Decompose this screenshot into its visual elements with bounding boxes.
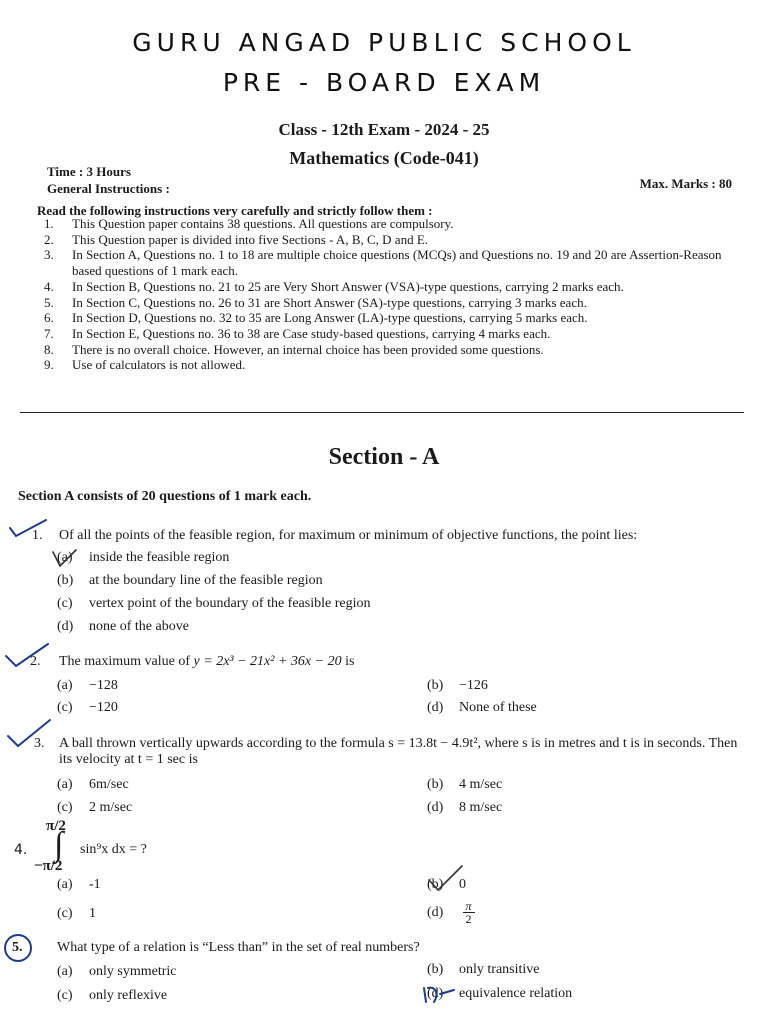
- instruction-item: [44, 326, 744, 342]
- option-text: 8 m/sec: [459, 800, 503, 815]
- general-instructions-label: General Instructions :: [47, 181, 170, 196]
- integrand: sin⁹x dx = ?: [80, 842, 147, 857]
- option-label: (c): [57, 700, 73, 715]
- option-label: (d): [57, 619, 74, 634]
- option-c: [57, 906, 96, 922]
- option-text: at the boundary line of the feasible region: [89, 573, 323, 588]
- option-b: [427, 777, 502, 793]
- instruction-number: 9.: [44, 357, 54, 373]
- max-marks-label: Max. Marks : 80: [639, 176, 732, 191]
- instruction-number: 1.: [44, 216, 54, 231]
- option-label: (d): [427, 904, 444, 920]
- option-text: 6m/sec: [89, 777, 129, 792]
- option-c: [57, 800, 132, 816]
- instruction-text: In Section E, Questions no. 36 to 38 are Case study-based questions, carrying 4 marks each.: [72, 325, 551, 341]
- option-text: None of these: [459, 700, 537, 715]
- instruction-text: This Question paper contains 38 questions. All questions are compulsory.: [72, 216, 454, 231]
- option-text: -1: [89, 877, 101, 892]
- fraction-pi-over-2: [463, 900, 475, 925]
- read-instructions-label: Read the following instructions very carefully and strictly follow them :: [37, 203, 433, 218]
- option-label: (d): [427, 800, 444, 815]
- check-mark-icon: [6, 516, 50, 540]
- option-label: (d): [427, 986, 444, 1001]
- option-label: (d): [427, 700, 444, 715]
- option-a: [57, 777, 129, 793]
- integral-lower-limit: −π/2: [34, 858, 63, 874]
- option-d: [427, 800, 502, 816]
- check-mark-icon: [4, 716, 54, 750]
- instruction-text: This Question paper is divided into five Sections - A, B, C, D and E.: [72, 231, 429, 247]
- instruction-item: [44, 216, 744, 232]
- instruction-text: In Section B, Questions no. 21 to 25 are Very Short Answer (VSA)-type questions, carrying 2 marks each.: [72, 278, 624, 294]
- question-math: y = 2x³ − 21x² + 36x − 20: [193, 654, 342, 669]
- option-text: 0: [459, 877, 466, 892]
- option-c: [57, 988, 167, 1004]
- option-text: only symmetric: [89, 964, 177, 979]
- option-d: [57, 619, 189, 635]
- option-label: (a): [57, 877, 73, 892]
- option-label: (c): [57, 988, 73, 1003]
- instruction-item: [44, 310, 744, 326]
- option-label: (a): [57, 777, 73, 792]
- instruction-item: [44, 232, 744, 248]
- instruction-number: 7.: [44, 325, 54, 341]
- instruction-number: 2.: [44, 231, 54, 247]
- answer-scribble-icon: [50, 548, 80, 570]
- question-text: A ball thrown vertically upwards according to the formula s = 13.8t − 4.9t², where s is in metres and t is in seconds. Then its velocity at t = 1 sec is: [59, 736, 738, 767]
- instruction-item: [44, 247, 744, 278]
- option-label: (a): [57, 550, 73, 565]
- option-text: only transitive: [459, 962, 540, 977]
- instruction-text: Use of calculators is not allowed.: [72, 357, 246, 373]
- instruction-number: 5.: [44, 294, 54, 310]
- exam-name: PRE - BOARD EXAM: [222, 68, 546, 97]
- instruction-text: In Section D, Questions no. 32 to 35 are Long Answer (LA)-type questions, carrying 5 marks each.: [72, 310, 588, 326]
- instruction-item: [44, 357, 744, 373]
- question-number: 5.: [12, 940, 23, 955]
- question-text: Of all the points of the feasible region, for maximum or minimum of objective functions, the point lies:: [59, 528, 638, 543]
- integral-upper-limit: π/2: [46, 818, 66, 834]
- option-label: (b): [427, 877, 444, 892]
- option-label: (c): [57, 800, 73, 815]
- instruction-text: There is no overall choice. However, an internal choice has been provided some questions.: [72, 341, 544, 357]
- option-text: −128: [89, 678, 118, 693]
- answer-scribble-icon: [426, 864, 466, 894]
- option-text: only reflexive: [89, 988, 168, 1003]
- subject-line: Mathematics (Code-041): [289, 148, 479, 168]
- option-text: −126: [459, 678, 488, 693]
- question-text-end: is: [341, 654, 355, 669]
- option-label: (a): [57, 678, 73, 693]
- question-number: 3.: [34, 736, 45, 751]
- instruction-item: [44, 295, 744, 311]
- option-c: [57, 700, 118, 716]
- instructions-list: [44, 216, 744, 373]
- option-label: (b): [427, 777, 444, 792]
- option-label: (c): [57, 906, 73, 921]
- instruction-item: [44, 342, 744, 358]
- instruction-number: 3.: [44, 247, 54, 263]
- option-text: equivalence relation: [459, 986, 573, 1001]
- option-text: 4 m/sec: [459, 777, 503, 792]
- instruction-number: 4.: [44, 278, 54, 294]
- instruction-number: 8.: [44, 341, 54, 357]
- time-label: Time : 3 Hours: [47, 164, 131, 179]
- instruction-text: In Section C, Questions no. 26 to 31 are Short Answer (SA)-type questions, carrying 3 marks each.: [72, 294, 587, 310]
- question-text: What type of a relation is “Less than” in the set of real numbers?: [57, 940, 420, 955]
- question-text: [59, 654, 354, 670]
- instruction-text: In Section A, Questions no. 1 to 18 are multiple choice questions (MCQs) and Questions no. 19 and 20 are Assertion-Reason based questions of 1 mark each.: [72, 247, 722, 279]
- option-b: [427, 962, 540, 978]
- check-mark-icon: [2, 640, 52, 670]
- instruction-number: 6.: [44, 310, 54, 326]
- class-line: Class - 12th Exam - 2024 - 25: [278, 120, 490, 139]
- option-text: inside the feasible region: [89, 550, 230, 565]
- option-text: 2 m/sec: [89, 800, 133, 815]
- section-note: Section A consists of 20 questions of 1 mark each.: [18, 489, 312, 504]
- option-d: [427, 700, 537, 716]
- option-text: 1: [89, 906, 96, 921]
- option-a: [57, 877, 101, 893]
- school-name: GURU ANGAD PUBLIC SCHOOL: [132, 28, 636, 57]
- option-label: (b): [57, 573, 74, 588]
- question-text-start: The maximum value of: [59, 654, 194, 669]
- option-text: none of the above: [89, 619, 189, 634]
- option-b: [427, 678, 488, 694]
- divider-line: [20, 412, 744, 413]
- option-label: (c): [57, 596, 73, 611]
- option-a: [57, 550, 229, 566]
- option-label: (b): [427, 678, 444, 693]
- fraction-denominator: 2: [465, 912, 472, 926]
- option-c: [57, 596, 370, 612]
- option-a: [57, 678, 118, 694]
- question-number: 2.: [30, 654, 41, 669]
- option-text: −120: [89, 700, 118, 715]
- option-d: [427, 900, 475, 925]
- question-number: 4.: [14, 842, 28, 858]
- question-number: 1.: [32, 528, 43, 543]
- option-label: (b): [427, 962, 444, 977]
- integral-sign: ∫: [54, 826, 64, 863]
- answer-scribble-icon: [420, 982, 460, 1008]
- option-a: [57, 964, 177, 980]
- section-title: Section - A: [328, 444, 440, 470]
- instruction-item: [44, 279, 744, 295]
- option-text: vertex point of the boundary of the feasible region: [89, 596, 371, 611]
- option-label: (a): [57, 964, 73, 979]
- option-b: [57, 573, 323, 589]
- fraction-numerator: π: [465, 899, 472, 913]
